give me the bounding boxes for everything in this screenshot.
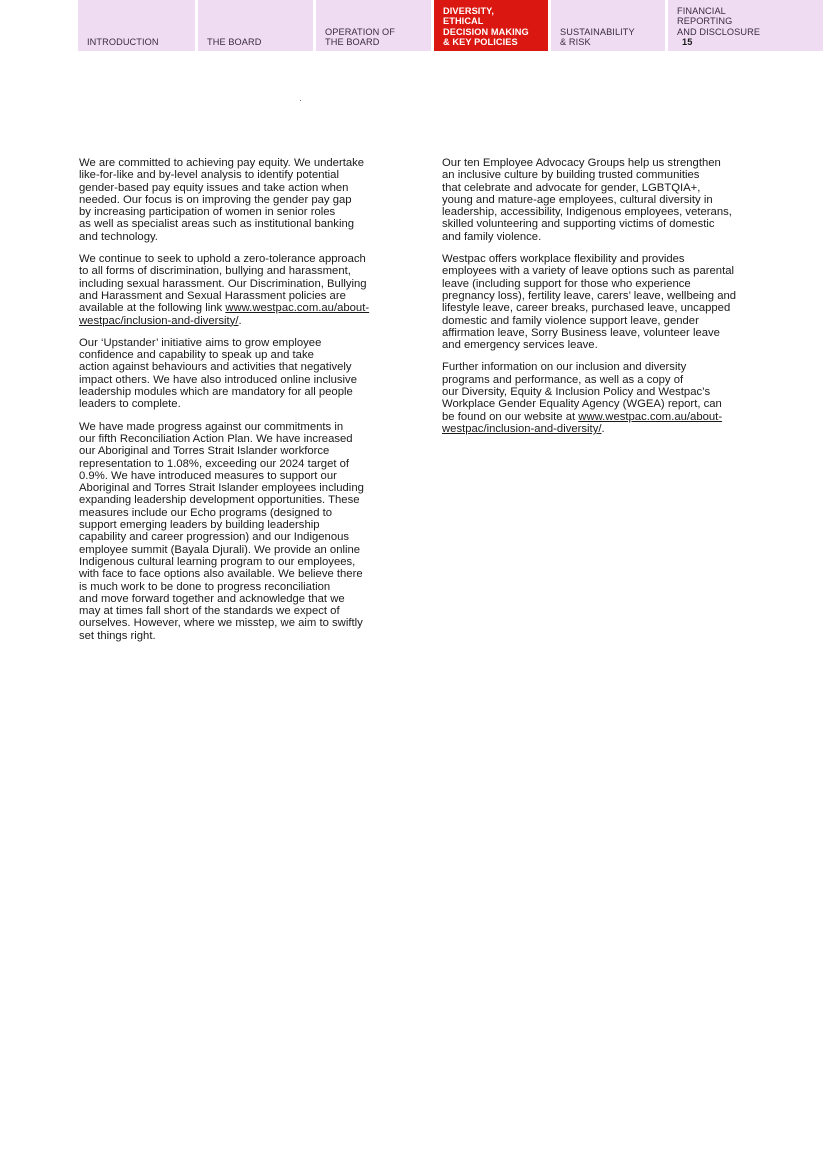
website-link-continued[interactable]: westpac/inclusion-and-diversity/ <box>442 422 602 435</box>
text-line: skilled volunteering and supporting victims of domestic <box>442 218 715 231</box>
text-line: pregnancy loss), fertility leave, carers’ leave, wellbeing and <box>442 289 737 302</box>
text-line: lifestyle leave, career breaks, purchased leave, uncapped <box>442 302 731 315</box>
text-line: employees with a variety of leave options such as parental <box>442 265 734 278</box>
text-line: and family violence. <box>442 230 542 243</box>
page-number: 15 <box>682 37 693 48</box>
text-line: and Harassment and Sexual Harassment policies are <box>79 289 346 302</box>
text-line: set things right. <box>79 629 156 642</box>
text-line: to all forms of discrimination, bullying and harassment, <box>79 265 351 278</box>
text-line: affirmation leave, Sorry Business leave, volunteer leave <box>442 326 720 339</box>
paragraph-workplace-flexibility <box>442 253 787 351</box>
tab-the-board[interactable] <box>198 0 313 51</box>
text-line: Aboriginal and Torres Strait Islander employees including <box>79 482 364 495</box>
tab-operation-of-the-board[interactable] <box>316 0 431 51</box>
text-line: our fifth Reconciliation Action Plan. We have increased <box>79 432 353 445</box>
tab-label: DECISION MAKING <box>443 26 529 37</box>
text-line: leadership, accessibility, Indigenous employees, veterans, <box>442 206 732 219</box>
paragraph-upstander <box>79 337 424 411</box>
text-line: our Aboriginal and Torres Strait Islander workforce <box>79 445 330 458</box>
tab-diversity-ethical-decision-making[interactable] <box>434 0 548 51</box>
text-line: our Diversity, Equity & Inclusion Policy and Westpac’s <box>442 386 711 399</box>
tab-introduction[interactable] <box>78 0 195 51</box>
text-line: action against behaviours and activities that negatively <box>79 361 352 374</box>
text-line: programs and performance, as well as a copy of <box>442 373 684 386</box>
text-line: domestic and family violence support leave, gender <box>442 314 699 327</box>
text-line: an inclusive culture by building trusted communities <box>442 169 700 182</box>
text-line: needed. Our focus is on improving the gender pay gap <box>79 193 352 206</box>
text-line: We have made progress against our commitments in <box>79 420 344 433</box>
paragraph-pay-equity <box>79 157 424 243</box>
tab-label: THE BOARD <box>207 37 262 48</box>
tab-sustainability-risk[interactable] <box>551 0 665 51</box>
text-line: Further information on our inclusion and diversity <box>442 361 687 374</box>
tab-label: ETHICAL <box>443 16 484 27</box>
text-line: by increasing participation of women in senior roles <box>79 206 336 219</box>
tab-label: & KEY POLICIES <box>443 37 518 48</box>
inclusion-diversity-link[interactable]: www.westpac.com.au/about- <box>225 302 370 315</box>
text-line: as well as specialist areas such as institutional banking <box>79 218 355 231</box>
text-line: capability and career progression) and our Indigenous <box>79 531 350 544</box>
text-line: impact others. We have also introduced online inclusive <box>79 373 357 386</box>
text-line: representation to 1.08%, exceeding our 2024 target of <box>79 457 350 470</box>
text-line: Westpac offers workplace flexibility and provides <box>442 253 685 266</box>
text-line: confidence and capability to speak up and take <box>79 349 314 362</box>
text-line: employee summit (Bayala Djurali). We provide an online <box>79 543 361 556</box>
text-line: leave (including support for those who experience <box>442 277 691 290</box>
link-lead-text: available at the following link <box>79 302 226 315</box>
text-line: ourselves. However, where we misstep, we aim to swiftly <box>79 617 363 630</box>
text-line: gender-based pay equity issues and take action when <box>79 181 349 194</box>
paragraph-further-information <box>442 361 787 435</box>
text-line: Indigenous cultural learning program to our employees, <box>79 555 356 568</box>
tab-label: AND DISCLOSURE <box>677 26 761 37</box>
text-line: support emerging leaders by building leadership <box>79 519 320 532</box>
link-lead-text: be found on our website at <box>442 410 579 423</box>
website-link[interactable]: www.westpac.com.au/about- <box>578 410 723 423</box>
tab-financial-reporting[interactable] <box>668 0 823 51</box>
text-line: and technology. <box>79 230 158 243</box>
tab-label: FINANCIAL <box>677 5 726 16</box>
text-line: including sexual harassment. Our Discrimination, Bullying <box>79 277 367 290</box>
tab-label: THE BOARD <box>325 37 380 48</box>
right-column <box>442 157 787 445</box>
text-line: 0.9%. We have introduced measures to support our <box>79 469 337 482</box>
text-line: We are committed to achieving pay equity. We undertake <box>79 157 365 169</box>
stray-dot <box>300 100 301 101</box>
text-line: and emergency services leave. <box>442 339 598 352</box>
paragraph-reconciliation <box>79 421 424 642</box>
text-line: expanding leadership development opportunities. These <box>79 494 360 507</box>
tab-label: REPORTING <box>677 16 733 27</box>
paragraph-zero-tolerance <box>79 253 424 327</box>
text-line: leaders to complete. <box>79 398 181 411</box>
tab-label: & RISK <box>560 37 591 48</box>
text-line: Our ‘Upstander’ initiative aims to grow employee <box>79 336 322 349</box>
text-line: We continue to seek to uphold a zero-tolerance approach <box>79 253 366 266</box>
text-line: Our ten Employee Advocacy Groups help us strengthen <box>442 157 721 169</box>
text-line <box>442 423 787 435</box>
tab-label: SUSTAINABILITY <box>560 26 635 37</box>
tab-label: DIVERSITY, <box>443 5 495 16</box>
period: . <box>601 422 605 435</box>
section-navigation <box>78 0 825 51</box>
text-line <box>79 315 424 327</box>
text-line: young and mature-age employees, cultural diversity in <box>442 193 713 206</box>
tab-label: INTRODUCTION <box>87 37 159 48</box>
tab-label-with-page <box>677 27 817 48</box>
text-line: like-for-like and by-level analysis to identify potential <box>79 169 339 182</box>
text-line <box>79 302 424 314</box>
left-column <box>79 157 424 652</box>
period: . <box>238 314 242 327</box>
text-line: with face to face options also available. We believe there <box>79 568 363 581</box>
inclusion-diversity-link-continued[interactable]: westpac/inclusion-and-diversity/ <box>79 314 239 327</box>
text-line: leadership modules which are mandatory for all people <box>79 386 353 399</box>
paragraph-advocacy-groups <box>442 157 787 243</box>
text-line: that celebrate and advocate for gender, LGBTQIA+, <box>442 181 701 194</box>
text-line: and move forward together and acknowledge that we <box>79 592 345 605</box>
tab-label: OPERATION OF <box>325 26 395 37</box>
text-line: measures include our Echo programs (designed to <box>79 506 333 519</box>
text-line <box>442 411 787 423</box>
text-line: Workplace Gender Equality Agency (WGEA) report, can <box>442 398 722 411</box>
text-line: is much work to be done to progress reconciliation <box>79 580 331 593</box>
text-line: may at times fall short of the standards we expect of <box>79 605 340 618</box>
